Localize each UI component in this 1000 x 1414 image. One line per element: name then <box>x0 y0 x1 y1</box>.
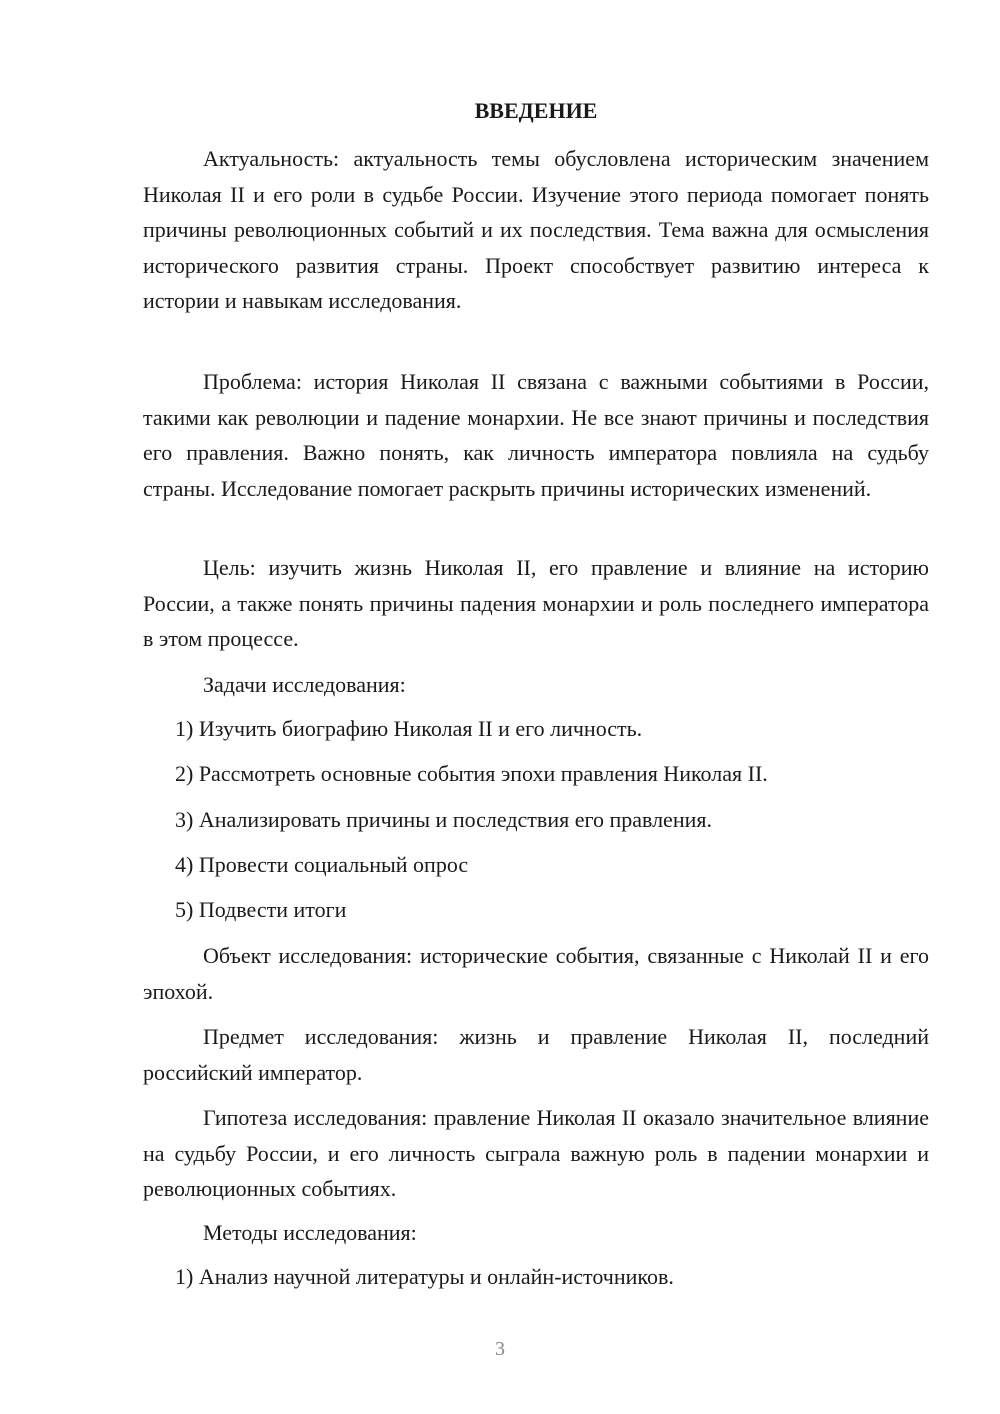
list-item: 3) Анализировать причины и последствия его правления. <box>175 807 712 832</box>
problem-block <box>143 364 929 506</box>
object-block <box>143 938 929 1009</box>
subject-block <box>143 1019 929 1090</box>
hypothesis-paragraph: Гипотеза исследования: правление Николая II оказало значительное влияние на судьбу России, и его личность сыграла важную роль в падении монархии и революционных событиях. <box>143 1105 929 1201</box>
methods-list-1 <box>143 1260 929 1294</box>
relevance-paragraph: Актуальность: актуальность темы обусловлена историческим значением Николая II и его роли в судьбе России. Изучение этого периода помогает понять причины революционных событий и их последствия. Тема важна для осмысления исторического развития страны. Проект способствует развитию интереса к истории и навыкам исследования. <box>143 146 929 313</box>
list-item: 2) Рассмотреть основные события эпохи правления Николая II. <box>175 761 768 786</box>
tasks-title: Задачи исследования: <box>203 672 406 697</box>
methods-title: Методы исследования: <box>203 1220 417 1245</box>
tasks-title-block <box>143 667 929 703</box>
subject-paragraph: Предмет исследования: жизнь и правление Николая II, последний российский император. <box>143 1024 929 1085</box>
tasks-list-4 <box>143 848 929 882</box>
section-heading: ВВЕДЕНИЕ <box>474 98 598 123</box>
page-number: 3 <box>495 1338 505 1360</box>
hypothesis-block <box>143 1100 929 1207</box>
goal-paragraph: Цель: изучить жизнь Николая II, его правление и влияние на историю России, а также понять причины падения монархии и роль последнего императора в этом процессе. <box>143 555 929 651</box>
tasks-list-2 <box>143 757 929 791</box>
methods-title-block <box>143 1215 929 1251</box>
tasks-list-1 <box>143 712 929 746</box>
tasks-list-3 <box>143 803 929 837</box>
list-item: 4) Провести социальный опрос <box>175 852 469 877</box>
goal-block <box>143 550 929 657</box>
object-paragraph: Объект исследования: исторические события, связанные с Николай II и его эпохой. <box>143 943 929 1004</box>
tasks-list-5 <box>143 893 929 927</box>
problem-paragraph: Проблема: история Николая II связана с важными событиями в России, такими как революции и падение монархии. Не все знают причины и последствия его правления. Важно понять, как личность императора повлияла на судьбу страны. Исследование помогает раскрыть причины исторических изменений. <box>143 369 929 501</box>
list-item: 5) Подвести итоги <box>175 897 347 922</box>
list-item: 1) Изучить биографию Николая II и его личность. <box>175 716 643 741</box>
relevance-block <box>143 141 929 319</box>
list-item: 1) Анализ научной литературы и онлайн-источников. <box>175 1264 674 1289</box>
